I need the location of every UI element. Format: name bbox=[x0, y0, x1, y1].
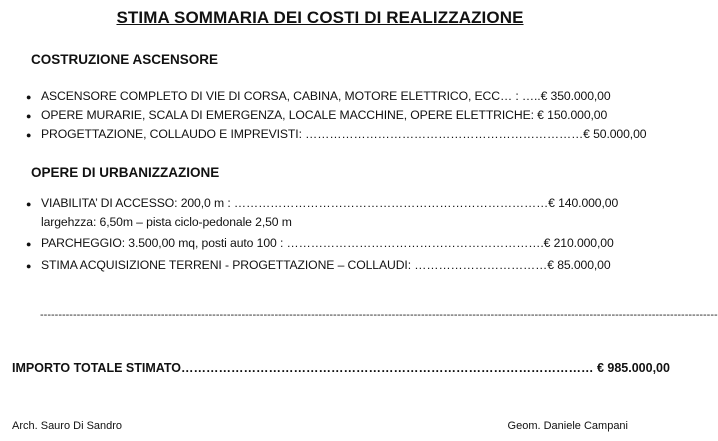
section-heading-opere-urbanizzazione: OPERE DI URBANIZZAZIONE bbox=[31, 165, 220, 180]
bullet-icon: ● bbox=[26, 261, 32, 271]
signature-surveyor: Geom. Daniele Campani bbox=[507, 420, 628, 432]
document-title: STIMA SOMMARIA DEI COSTI DI REALIZZAZIONE bbox=[116, 8, 524, 27]
bullet-icon: ● bbox=[26, 130, 32, 140]
bullet-icon: ● bbox=[26, 92, 32, 102]
section-heading-costruzione-ascensore: COSTRUZIONE ASCENSORE bbox=[31, 52, 219, 67]
cost-item-acquisizione-terreni: STIMA ACQUISIZIONE TERRENI - PROGETTAZIONE – COLLAUDI: ……………………………€ 85.000,00 bbox=[41, 258, 611, 272]
total-estimate: IMPORTO TOTALE STIMATO……………………………………………………………………………………… € 985.000,00 bbox=[12, 361, 670, 375]
dashed-separator: ----------------------------------------------------------------------------------------------------------------------------------------------------------------------------------------- bbox=[40, 309, 718, 321]
cost-item-viabilita: VIABILITA’ DI ACCESSO: 200,0 m : ……………………………………………………………………€ 140.000,00 bbox=[41, 196, 619, 210]
cost-item-opere-murarie: OPERE MURARIE, SCALA DI EMERGENZA, LOCALE MACCHINE, OPERE ELETTRICHE: € 150.000,00 bbox=[41, 108, 608, 122]
cost-item-parcheggio: PARCHEGGIO: 3.500,00 mq, posti auto 100 : ……………………………………………………….€ 210.000,00 bbox=[41, 236, 614, 250]
bullet-icon: ● bbox=[26, 111, 32, 121]
signature-architect: Arch. Sauro Di Sandro bbox=[12, 420, 123, 432]
cost-item-progettazione: PROGETTAZIONE, COLLAUDO E IMPREVISTI: ……………………………………………………………€ 50.000,00 bbox=[41, 127, 647, 141]
bullet-icon: ● bbox=[26, 199, 32, 209]
cost-item-viabilita-detail: largehzza: 6,50m – pista ciclo-pedonale 2,50 m bbox=[41, 215, 292, 229]
cost-item-ascensore: ASCENSORE COMPLETO DI VIE DI CORSA, CABINA, MOTORE ELETTRICO, ECC… : …..€ 350.000,00 bbox=[41, 89, 611, 103]
bullet-icon: ● bbox=[26, 239, 32, 249]
